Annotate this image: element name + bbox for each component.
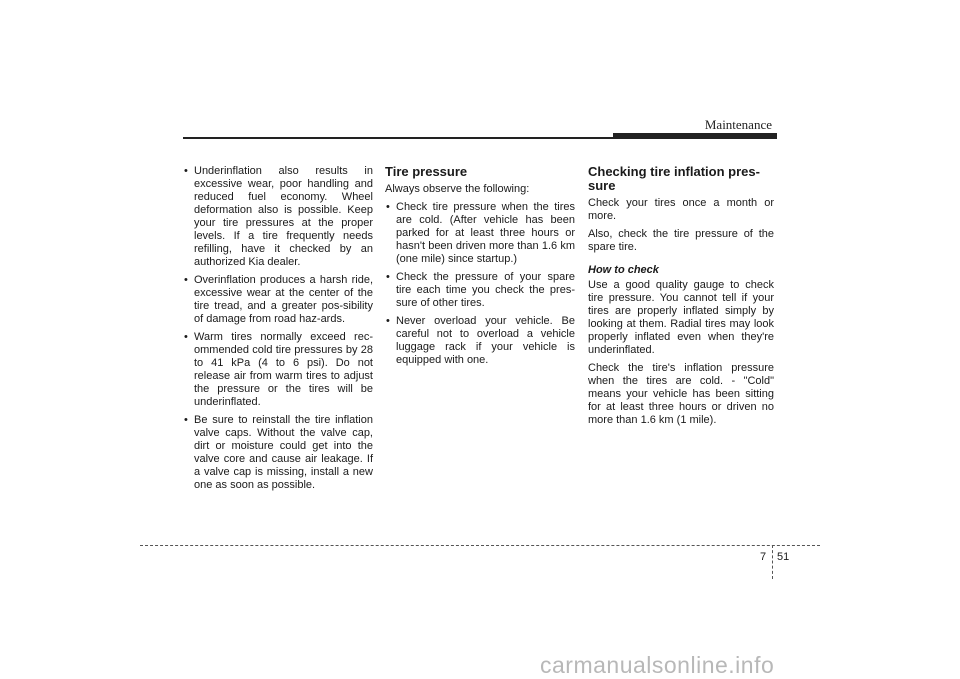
list-item xyxy=(183,331,373,409)
paragraph: Check your tires once a month or more. xyxy=(588,197,774,222)
footer-rule xyxy=(140,545,820,546)
bullet-icon: • xyxy=(184,165,188,177)
list-item-text: Check the pressure of your spare tire each time you check the pres-sure of other tires. xyxy=(396,271,575,309)
column-1 xyxy=(183,165,373,497)
bullet-icon: • xyxy=(386,271,390,283)
bullet-icon: • xyxy=(184,274,188,286)
page-number: 51 xyxy=(777,551,790,563)
watermark: carmanualsonline.info xyxy=(540,652,775,678)
section-title: Checking tire inflation pres-sure xyxy=(588,164,760,193)
bullet-icon: • xyxy=(184,414,188,426)
column-3 xyxy=(588,165,774,432)
section-title: Tire pressure xyxy=(385,164,468,179)
list-item xyxy=(183,165,373,269)
list-item xyxy=(385,271,575,310)
list-item-text: Warm tires normally exceed rec-ommended cold tire pressures by 28 to 41 kPa (4 to 6 psi). Do not release air from warm tires to adjust the pressure or the tires will be underinflated. xyxy=(194,331,373,408)
bullet-icon: • xyxy=(386,201,390,213)
paragraph: Check the tire's inflation pressure when the tires are cold. - "Cold" means your vehicle has been sitting for at least three hours or driven no more than 1.6 km (1 mile). xyxy=(588,362,774,426)
list-item-text: Never overload your vehicle. Be careful not to overload a vehicle luggage rack if your vehicle is equipped with one. xyxy=(396,315,575,366)
list-item-text: Overinflation produces a harsh ride, excessive wear at the center of the tire tread, and a greater pos-sibility of damage from road haz-ards. xyxy=(194,274,373,325)
paragraph: Use a good quality gauge to check tire pressure. You cannot tell if your tires are properly inflated simply by looking at them. Radial tires may look properly inflated even when they're underinflated. xyxy=(588,279,774,356)
list-item-text: Underinflation also results in excessive wear, poor handling and reduced fuel economy. Wheel deformation also is possible. Keep your tire pressures at the proper levels. If a tire frequently needs refilling, have it checked by an authorized Kia dealer. xyxy=(194,165,373,268)
list-item xyxy=(183,274,373,326)
header-rule-thick xyxy=(613,133,777,139)
chapter-number: 7 xyxy=(760,551,767,563)
list-item-text: Be sure to reinstall the tire inflation valve caps. Without the valve cap, dirt or moisture could get into the valve core and cause air leakage. If a valve cap is missing, install a new one as soon as possible. xyxy=(194,414,373,491)
list-item xyxy=(183,414,373,492)
header-rule-thin xyxy=(183,137,613,139)
column-2 xyxy=(385,165,575,372)
list-item xyxy=(385,201,575,266)
bullet-list-1 xyxy=(183,165,373,492)
paragraph: Also, check the tire pressure of the spare tire. xyxy=(588,228,774,253)
footer-divider xyxy=(772,545,773,579)
bullet-icon: • xyxy=(386,315,390,327)
list-item xyxy=(385,315,575,367)
sub-title: How to check xyxy=(588,264,659,276)
bullet-icon: • xyxy=(184,331,188,343)
page-header: Maintenance xyxy=(704,117,772,132)
list-item-text: Check tire pressure when the tires are cold. (After vehicle has been parked for at least three hours or hasn't been driven more than 1.6 km (one mile) since startup.) xyxy=(396,201,575,265)
intro-text: Always observe the following: xyxy=(385,183,530,195)
bullet-list-2 xyxy=(385,201,575,367)
